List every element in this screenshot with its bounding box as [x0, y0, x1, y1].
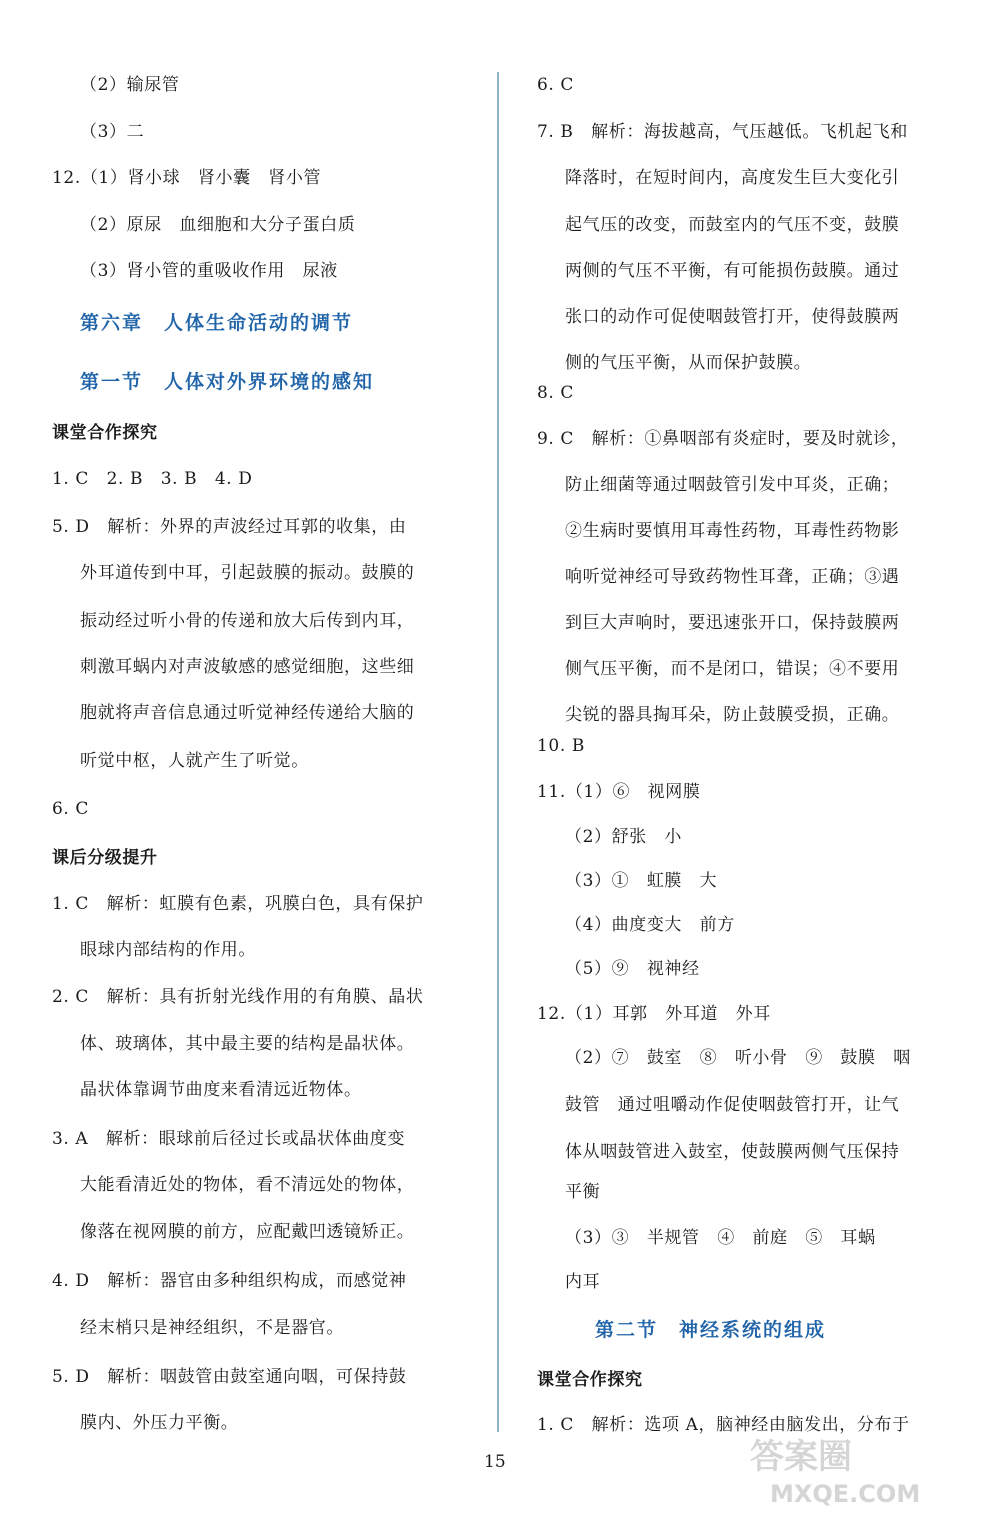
answer-line: 侧的气压平衡，从而保护鼓膜。	[565, 353, 812, 373]
answer-line: 尖锐的器具掏耳朵，防止鼓膜受损，正确。	[565, 705, 900, 725]
answer-line: 11.（1）⑥ 视网膜	[537, 782, 701, 802]
watermark-line2: MXQE.COM	[770, 1480, 921, 1508]
subsection-heading: 课堂合作探究	[537, 1370, 643, 1390]
answer-line: 防止细菌等通过咽鼓管引发中耳炎，正确；	[565, 475, 900, 495]
answer-line: ②生病时要慎用耳毒性药物，耳毒性药物影	[565, 521, 900, 541]
answer-line: 像落在视网膜的前方，应配戴凹透镜矫正。	[80, 1222, 415, 1242]
answer-line: （3）① 虹膜 大	[565, 871, 718, 891]
page-number: 15	[484, 1452, 506, 1472]
section-heading: 第一节 人体对外界环境的感知	[80, 371, 375, 393]
answer-line: 降落时，在短时间内，高度发生巨大变化引	[565, 168, 900, 188]
answer-line: 9. C 解析：①鼻咽部有炎症时，要及时就诊，	[537, 429, 909, 449]
answer-line: （3）二	[80, 122, 145, 142]
answer-line: 体从咽鼓管进入鼓室，使鼓膜两侧气压保持	[565, 1142, 900, 1162]
answer-line: 1. C 解析：选项 A，脑神经由脑发出，分布于	[537, 1415, 910, 1435]
watermark-line1: 答案圈	[750, 1437, 852, 1477]
answer-line: 4. D 解析：器官由多种组织构成，而感觉神	[52, 1271, 407, 1291]
answer-line: 膜内、外压力平衡。	[80, 1413, 239, 1433]
subsection-heading: 课堂合作探究	[52, 423, 158, 443]
answer-line: 胞就将声音信息通过听觉神经传递给大脑的	[80, 703, 415, 723]
answer-line: （2）舒张 小	[565, 827, 683, 847]
answer-line: 经末梢只是神经组织，不是器官。	[80, 1318, 344, 1338]
answer-line: 6. C	[537, 75, 575, 95]
answer-line: 5. D 解析：咽鼓管由鼓室通向咽，可保持鼓	[52, 1367, 407, 1387]
answer-line: 外耳道传到中耳，引起鼓膜的振动。鼓膜的	[80, 563, 415, 583]
answer-line: （4）曲度变大 前方	[565, 915, 735, 935]
section-heading: 第二节 神经系统的组成	[595, 1319, 827, 1341]
column-divider	[497, 72, 499, 1432]
answer-line: 平衡	[565, 1182, 601, 1202]
answer-line: 12.（1）肾小球 肾小囊 肾小管	[52, 168, 322, 188]
answer-line: 7. B 解析：海拔越高，气压越低。飞机起飞和	[537, 122, 908, 142]
answer-line: 内耳	[565, 1272, 601, 1292]
answer-line: 3. A 解析：眼球前后径过长或晶状体曲度变	[52, 1129, 406, 1149]
answer-line: 1. C 2. B 3. B 4. D	[52, 469, 253, 489]
answer-line: 响听觉神经可导致药物性耳聋，正确；③遇	[565, 567, 900, 587]
watermark-logo	[740, 1430, 990, 1510]
answer-line: 8. C	[537, 383, 575, 403]
answer-line: 鼓管 通过咀嚼动作促使咽鼓管打开，让气	[565, 1095, 900, 1115]
answer-line: 两侧的气压不平衡，有可能损伤鼓膜。通过	[565, 261, 900, 281]
answer-line: 刺激耳蜗内对声波敏感的感觉细胞，这些细	[80, 657, 415, 677]
answer-line: 大能看清近处的物体，看不清远处的物体，	[80, 1175, 415, 1195]
answer-line: 起气压的改变，而鼓室内的气压不变，鼓膜	[565, 215, 900, 235]
answer-line: 体、玻璃体，其中最主要的结构是晶状体。	[80, 1034, 415, 1054]
answer-line: 侧气压平衡，而不是闭口，错误；④不要用	[565, 659, 900, 679]
answer-line: 听觉中枢，人就产生了听觉。	[80, 751, 309, 771]
answer-line: 到巨大声响时，要迅速张开口，保持鼓膜两	[565, 613, 900, 633]
answer-line: 1. C 解析：虹膜有色素，巩膜白色，具有保护	[52, 894, 424, 914]
answer-line: （2）⑦ 鼓室 ⑧ 听小骨 ⑨ 鼓膜 咽	[565, 1048, 911, 1068]
answer-line: 2. C 解析：具有折射光线作用的有角膜、晶状	[52, 987, 424, 1007]
answer-line: 12.（1）耳郭 外耳道 外耳	[537, 1004, 771, 1024]
answer-line: （2）输尿管	[80, 75, 180, 95]
section-heading: 第六章 人体生命活动的调节	[80, 312, 354, 334]
answer-line: 振动经过听小骨的传递和放大后传到内耳，	[80, 611, 415, 631]
answer-line: 张口的动作可促使咽鼓管打开，使得鼓膜两	[565, 307, 900, 327]
answer-line: 5. D 解析：外界的声波经过耳郭的收集，由	[52, 517, 407, 537]
answer-line: （2）原尿 血细胞和大分子蛋白质	[80, 215, 356, 235]
answer-line: （3）③ 半规管 ④ 前庭 ⑤ 耳蜗	[565, 1228, 876, 1248]
subsection-heading: 课后分级提升	[52, 848, 158, 868]
answer-line: 6. C	[52, 799, 90, 819]
answer-line: （3）肾小管的重吸收作用 尿液	[80, 261, 338, 281]
answer-line: 10. B	[537, 736, 585, 756]
answer-line: （5）⑨ 视神经	[565, 959, 700, 979]
answer-line: 晶状体靠调节曲度来看清远近物体。	[80, 1080, 362, 1100]
answer-line: 眼球内部结构的作用。	[80, 940, 256, 960]
